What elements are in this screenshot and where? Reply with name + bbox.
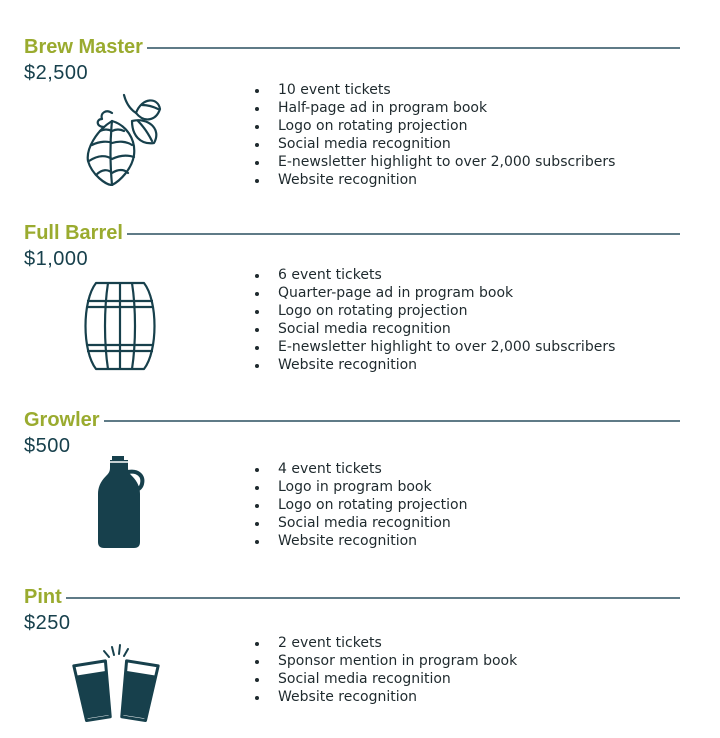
benefits-list — [252, 634, 517, 706]
tier-price: $250 — [24, 612, 71, 634]
tier-title: Brew Master — [24, 35, 147, 59]
benefit-item: Website recognition — [252, 688, 517, 706]
benefit-item: 4 event tickets — [252, 460, 468, 478]
benefit-item: E-newsletter highlight to over 2,000 subscribers — [252, 338, 615, 356]
benefits-list — [252, 460, 468, 550]
pint-glasses-icon — [72, 643, 162, 723]
tier-title: Pint — [24, 585, 66, 609]
tier-title: Growler — [24, 408, 104, 432]
benefit-item: Website recognition — [252, 171, 615, 189]
tier-price: $2,500 — [24, 62, 89, 84]
tier-brew-master — [0, 35, 720, 205]
tier-title: Full Barrel — [24, 221, 127, 245]
benefits-list — [252, 81, 615, 189]
hop-icon — [82, 91, 162, 186]
benefit-item: Website recognition — [252, 532, 468, 550]
benefit-item: Quarter-page ad in program book — [252, 284, 615, 302]
tier-price: $500 — [24, 435, 71, 457]
benefit-item: Sponsor mention in program book — [252, 652, 517, 670]
growler-icon — [94, 452, 146, 550]
tier-full-barrel — [0, 221, 720, 391]
benefit-item: Logo on rotating projection — [252, 302, 615, 320]
benefits-list — [252, 266, 615, 374]
benefit-item: Social media recognition — [252, 670, 517, 688]
divider-line — [24, 420, 680, 422]
tier-header — [24, 35, 680, 61]
benefit-item: Logo in program book — [252, 478, 468, 496]
benefit-item: 2 event tickets — [252, 634, 517, 652]
benefit-item: Logo on rotating projection — [252, 496, 468, 514]
tier-header — [24, 221, 680, 247]
benefit-item: Logo on rotating projection — [252, 117, 615, 135]
benefit-item: 6 event tickets — [252, 266, 615, 284]
tier-growler — [0, 408, 720, 558]
tier-pint — [0, 585, 720, 730]
benefit-item: Social media recognition — [252, 514, 468, 532]
barrel-icon — [82, 279, 158, 373]
tier-header — [24, 585, 680, 611]
benefit-item: Half-page ad in program book — [252, 99, 615, 117]
benefit-item: Social media recognition — [252, 135, 615, 153]
benefit-item: Website recognition — [252, 356, 615, 374]
tier-price: $1,000 — [24, 248, 89, 270]
tier-header — [24, 408, 680, 434]
divider-line — [24, 597, 680, 599]
benefit-item: E-newsletter highlight to over 2,000 subscribers — [252, 153, 615, 171]
benefit-item: Social media recognition — [252, 320, 615, 338]
benefit-item: 10 event tickets — [252, 81, 615, 99]
